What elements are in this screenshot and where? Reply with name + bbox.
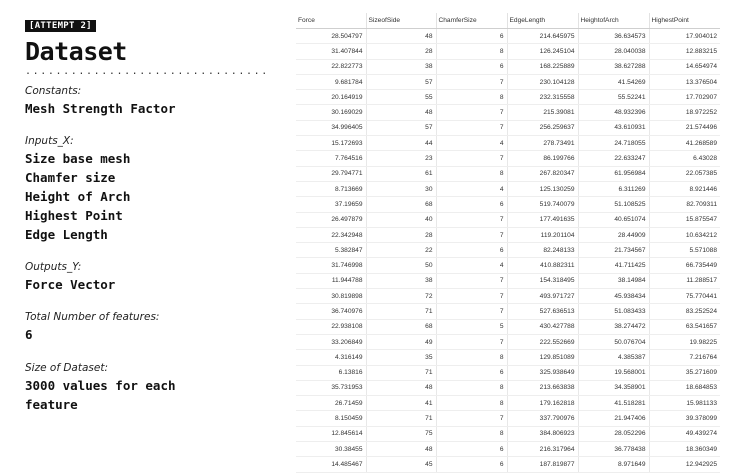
table-cell: 45 — [366, 457, 436, 472]
table-cell: 129.851089 — [507, 350, 578, 365]
table-cell: 177.491635 — [507, 212, 578, 227]
table-cell: 22.938108 — [296, 319, 366, 334]
table-cell: 11.944788 — [296, 273, 366, 288]
table-cell: 75 — [366, 426, 436, 441]
table-cell: 154.318495 — [507, 273, 578, 288]
table-cell: 36.778438 — [578, 442, 649, 457]
table-cell: 325.938649 — [507, 365, 578, 380]
table-cell: 19.568001 — [578, 365, 649, 380]
table-cell: 4 — [436, 181, 507, 196]
table-cell: 66.735449 — [649, 258, 720, 273]
table-cell: 57 — [366, 74, 436, 89]
table-cell: 17.702907 — [649, 90, 720, 105]
column-header: ChamferSize — [436, 13, 507, 29]
table-cell: 4.316149 — [296, 350, 366, 365]
table-cell: 232.315558 — [507, 90, 578, 105]
table-cell: 215.39081 — [507, 105, 578, 120]
table-row — [296, 166, 720, 181]
table-cell: 18.360349 — [649, 442, 720, 457]
table-cell: 30.169029 — [296, 105, 366, 120]
table-cell: 14.654974 — [649, 59, 720, 74]
table-cell: 7 — [436, 120, 507, 135]
table-cell: 5.382847 — [296, 243, 366, 258]
table-row — [296, 273, 720, 288]
table-cell: 41.518281 — [578, 396, 649, 411]
table-cell: 6.43028 — [649, 151, 720, 166]
table-cell: 493.971727 — [507, 289, 578, 304]
table-cell: 6.13816 — [296, 365, 366, 380]
table-cell: 28.504797 — [296, 29, 366, 44]
table-cell: 179.162818 — [507, 396, 578, 411]
table-cell: 28.040038 — [578, 44, 649, 59]
table-cell: 40.651074 — [578, 212, 649, 227]
table-row — [296, 380, 720, 395]
table-cell: 8 — [436, 426, 507, 441]
total-features-label: Total Number of features: — [25, 311, 160, 323]
table-row — [296, 197, 720, 212]
dataset-size-line-2: feature — [25, 397, 78, 412]
table-cell: 7 — [436, 212, 507, 227]
table-row — [296, 411, 720, 426]
table-cell: 4.385387 — [578, 350, 649, 365]
table-row — [296, 105, 720, 120]
table-row — [296, 289, 720, 304]
table-cell: 30.38455 — [296, 442, 366, 457]
table-cell: 8 — [436, 350, 507, 365]
table-cell: 7 — [436, 105, 507, 120]
column-header: Force — [296, 13, 366, 29]
table-cell: 22.342948 — [296, 227, 366, 242]
table-row — [296, 258, 720, 273]
table-cell: 7 — [436, 304, 507, 319]
table-cell: 38.14984 — [578, 273, 649, 288]
column-header: HeightofArch — [578, 13, 649, 29]
table-cell: 6 — [436, 29, 507, 44]
table-cell: 19.98225 — [649, 334, 720, 349]
table-cell: 8 — [436, 44, 507, 59]
table-cell: 278.73491 — [507, 136, 578, 151]
table-cell: 8.921446 — [649, 181, 720, 196]
table-cell: 6 — [436, 59, 507, 74]
table-cell: 28 — [366, 227, 436, 242]
table-cell: 527.636513 — [507, 304, 578, 319]
table-row — [296, 136, 720, 151]
table-cell: 222.552669 — [507, 334, 578, 349]
table-cell: 337.790976 — [507, 411, 578, 426]
table-cell: 39.378099 — [649, 411, 720, 426]
table-cell: 38.274472 — [578, 319, 649, 334]
table-cell: 187.819877 — [507, 457, 578, 472]
table-cell: 213.663838 — [507, 380, 578, 395]
table-cell: 8 — [436, 166, 507, 181]
table-cell: 48 — [366, 29, 436, 44]
table-cell: 36.740976 — [296, 304, 366, 319]
table-cell: 38 — [366, 59, 436, 74]
table-cell: 41.711425 — [578, 258, 649, 273]
table-cell: 6 — [436, 457, 507, 472]
table-header-row — [296, 13, 720, 29]
table-row — [296, 44, 720, 59]
inputs-list — [25, 149, 260, 244]
table-cell: 51.083433 — [578, 304, 649, 319]
table-cell: 8 — [436, 90, 507, 105]
table-cell: 33.206849 — [296, 334, 366, 349]
table-row — [296, 243, 720, 258]
table-cell: 50 — [366, 258, 436, 273]
table-cell: 45.938434 — [578, 289, 649, 304]
table-cell: 71 — [366, 304, 436, 319]
table-cell: 22.822773 — [296, 59, 366, 74]
table-cell: 8.150459 — [296, 411, 366, 426]
total-features-section — [25, 311, 260, 344]
table-cell: 6 — [436, 243, 507, 258]
table-cell: 55.52241 — [578, 90, 649, 105]
input-item: Edge Length — [25, 227, 108, 242]
table-cell: 72 — [366, 289, 436, 304]
table-cell: 43.610931 — [578, 120, 649, 135]
table-cell: 49.439274 — [649, 426, 720, 441]
table-cell: 9.681784 — [296, 74, 366, 89]
table-cell: 38.627288 — [578, 59, 649, 74]
table-cell: 57 — [366, 120, 436, 135]
table-cell: 44 — [366, 136, 436, 151]
table-cell: 24.718055 — [578, 136, 649, 151]
input-item: Chamfer size — [25, 170, 116, 185]
table-cell: 71 — [366, 365, 436, 380]
constants-label: Constants: — [25, 85, 82, 97]
table-cell: 35.271609 — [649, 365, 720, 380]
table-cell: 7 — [436, 151, 507, 166]
table-body — [296, 29, 720, 473]
table-cell: 48.932396 — [578, 105, 649, 120]
table-cell: 7 — [436, 289, 507, 304]
table-cell: 36.634573 — [578, 29, 649, 44]
table-cell: 41.54269 — [578, 74, 649, 89]
attempt-badge: [ATTEMPT 2] — [25, 20, 96, 32]
table-cell: 41.268589 — [649, 136, 720, 151]
input-item: Height of Arch — [25, 189, 131, 204]
table-row — [296, 319, 720, 334]
table-cell: 126.245104 — [507, 44, 578, 59]
table-cell: 71 — [366, 411, 436, 426]
total-features-value: 6 — [25, 327, 33, 342]
dataset-size-line-1: 3000 values for each — [25, 378, 176, 393]
column-header: EdgeLength — [507, 13, 578, 29]
table-cell: 83.252524 — [649, 304, 720, 319]
table-cell: 22 — [366, 243, 436, 258]
table-cell: 31.746998 — [296, 258, 366, 273]
table-cell: 22.057385 — [649, 166, 720, 181]
table-cell: 13.376504 — [649, 74, 720, 89]
table-cell: 20.164919 — [296, 90, 366, 105]
inputs-section — [25, 135, 260, 244]
table-cell: 15.172693 — [296, 136, 366, 151]
table-cell: 82.248133 — [507, 243, 578, 258]
table-cell: 7.764516 — [296, 151, 366, 166]
table-cell: 21.574496 — [649, 120, 720, 135]
table-cell: 26.71459 — [296, 396, 366, 411]
table-row — [296, 334, 720, 349]
table-cell: 26.497879 — [296, 212, 366, 227]
table-cell: 86.199766 — [507, 151, 578, 166]
table-cell: 430.427788 — [507, 319, 578, 334]
table-cell: 125.130259 — [507, 181, 578, 196]
table-row — [296, 350, 720, 365]
input-item: Highest Point — [25, 208, 123, 223]
table-row — [296, 227, 720, 242]
table-cell: 256.259637 — [507, 120, 578, 135]
table-cell: 168.225889 — [507, 59, 578, 74]
table-cell: 18.684853 — [649, 380, 720, 395]
table-cell: 48 — [366, 380, 436, 395]
table-cell: 14.485467 — [296, 457, 366, 472]
table-cell: 12.845614 — [296, 426, 366, 441]
table-cell: 38 — [366, 273, 436, 288]
table-cell: 267.820347 — [507, 166, 578, 181]
outputs-value: Force Vector — [25, 277, 116, 292]
table-cell: 23 — [366, 151, 436, 166]
constants-section — [25, 85, 260, 118]
constants-value: Mesh Strength Factor — [25, 101, 176, 116]
table-cell: 30.819898 — [296, 289, 366, 304]
table-cell: 5 — [436, 319, 507, 334]
table-cell: 55 — [366, 90, 436, 105]
table-cell: 51.108525 — [578, 197, 649, 212]
table-row — [296, 442, 720, 457]
table-row — [296, 212, 720, 227]
table-cell: 48 — [366, 105, 436, 120]
table-row — [296, 396, 720, 411]
table-cell: 28 — [366, 44, 436, 59]
table-cell: 230.104128 — [507, 74, 578, 89]
table-cell: 40 — [366, 212, 436, 227]
dataset-size-label: Size of Dataset: — [25, 362, 109, 374]
table-cell: 6.311269 — [578, 181, 649, 196]
table-cell: 12.942925 — [649, 457, 720, 472]
table-cell: 15.875547 — [649, 212, 720, 227]
table-cell: 8 — [436, 380, 507, 395]
dotted-divider: ................................ — [25, 66, 269, 77]
table-cell: 68 — [366, 319, 436, 334]
table-cell: 82.709311 — [649, 197, 720, 212]
table-cell: 68 — [366, 197, 436, 212]
table-cell: 384.806923 — [507, 426, 578, 441]
table-cell: 63.541657 — [649, 319, 720, 334]
input-item: Size base mesh — [25, 151, 131, 166]
table-row — [296, 120, 720, 135]
table-row — [296, 74, 720, 89]
outputs-section — [25, 261, 260, 294]
table-cell: 31.407844 — [296, 44, 366, 59]
table-cell: 11.288517 — [649, 273, 720, 288]
table-row — [296, 457, 720, 472]
table-cell: 410.882311 — [507, 258, 578, 273]
table-cell: 22.633247 — [578, 151, 649, 166]
table-cell: 35.731953 — [296, 380, 366, 395]
table-cell: 10.634212 — [649, 227, 720, 242]
table-cell: 21.947406 — [578, 411, 649, 426]
table-cell: 4 — [436, 258, 507, 273]
left-panel — [25, 15, 269, 414]
table-cell: 7 — [436, 411, 507, 426]
dataset-size-section — [25, 362, 260, 414]
table-cell: 216.317964 — [507, 442, 578, 457]
table-cell: 50.076704 — [578, 334, 649, 349]
table-cell: 41 — [366, 396, 436, 411]
table-row — [296, 90, 720, 105]
table-cell: 49 — [366, 334, 436, 349]
table-cell: 28.052296 — [578, 426, 649, 441]
table-cell: 61 — [366, 166, 436, 181]
dataset-table-container — [296, 13, 720, 473]
table-cell: 17.904012 — [649, 29, 720, 44]
table-cell: 5.571088 — [649, 243, 720, 258]
table-cell: 214.645975 — [507, 29, 578, 44]
table-row — [296, 151, 720, 166]
table-cell: 6 — [436, 197, 507, 212]
table-cell: 34.358901 — [578, 380, 649, 395]
table-cell: 6 — [436, 442, 507, 457]
table-cell: 7 — [436, 227, 507, 242]
table-cell: 18.972252 — [649, 105, 720, 120]
table-cell: 8.971649 — [578, 457, 649, 472]
table-cell: 7 — [436, 273, 507, 288]
table-row — [296, 181, 720, 196]
table-cell: 4 — [436, 136, 507, 151]
table-row — [296, 29, 720, 44]
column-header: HighestPoint — [649, 13, 720, 29]
table-row — [296, 304, 720, 319]
table-row — [296, 59, 720, 74]
outputs-label: Outputs_Y: — [25, 261, 82, 273]
table-cell: 6 — [436, 365, 507, 380]
column-header: SizeofSide — [366, 13, 436, 29]
table-cell: 7.216764 — [649, 350, 720, 365]
table-cell: 119.201104 — [507, 227, 578, 242]
page-title: Dataset — [25, 37, 127, 66]
dataset-table — [296, 13, 720, 473]
table-cell: 7 — [436, 334, 507, 349]
table-cell: 21.734567 — [578, 243, 649, 258]
table-cell: 15.981133 — [649, 396, 720, 411]
table-cell: 37.19659 — [296, 197, 366, 212]
table-cell: 35 — [366, 350, 436, 365]
inputs-label: Inputs_X: — [25, 135, 74, 147]
table-cell: 8.713669 — [296, 181, 366, 196]
table-cell: 29.794771 — [296, 166, 366, 181]
table-cell: 30 — [366, 181, 436, 196]
table-cell: 28.44909 — [578, 227, 649, 242]
table-cell: 75.770441 — [649, 289, 720, 304]
table-row — [296, 365, 720, 380]
table-cell: 12.883215 — [649, 44, 720, 59]
table-cell: 34.996405 — [296, 120, 366, 135]
table-cell: 8 — [436, 396, 507, 411]
table-cell: 519.740079 — [507, 197, 578, 212]
table-cell: 7 — [436, 74, 507, 89]
table-cell: 61.956984 — [578, 166, 649, 181]
table-cell: 48 — [366, 442, 436, 457]
table-row — [296, 426, 720, 441]
